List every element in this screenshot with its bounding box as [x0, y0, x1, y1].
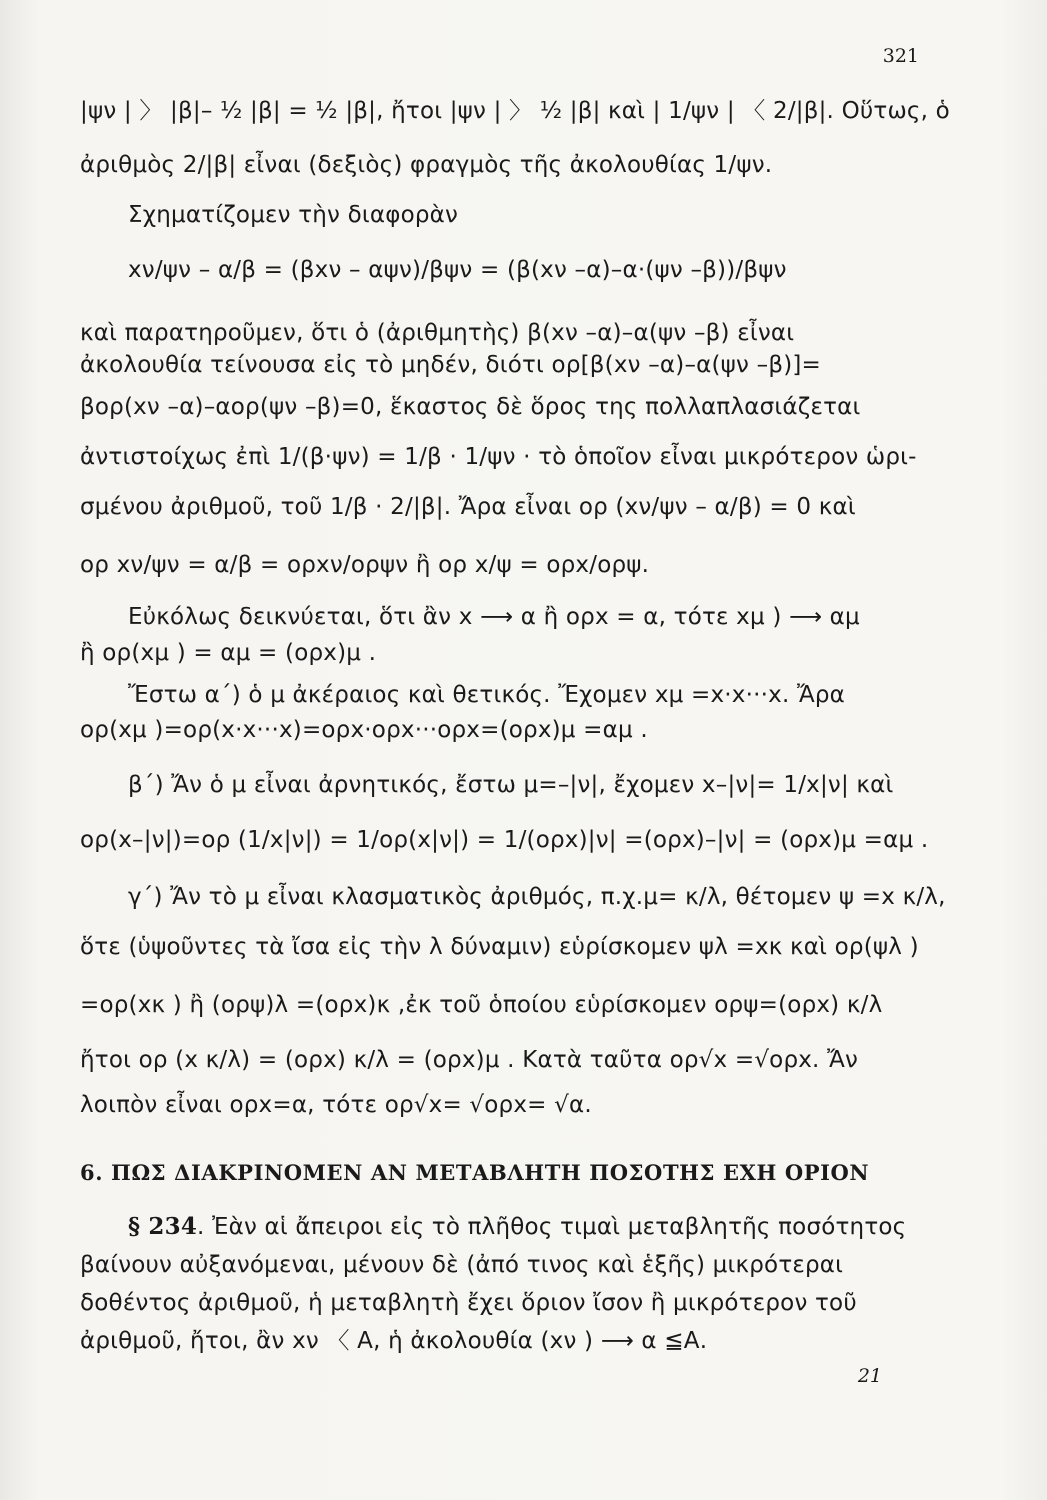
text-line: ορ(xμ )=ορ(x·x···x)=ορx·ορx···ορx=(ορx)μ =αμ . — [80, 717, 648, 743]
text-line: γ΄) Ἄν τὸ μ εἶναι κλασματικὸς ἀριθμός, π.χ.μ= κ/λ, θέτομεν ψ =x κ/λ, — [128, 884, 946, 910]
section-heading: 6. ΠΩΣ ΔΙΑΚΡΙΝΟΜΕΝ ΑΝ ΜΕΤΑΒΛΗΤΗ ΠΟΣΟΤΗΣ ΕΧΗ ΟΡΙΟΝ — [80, 1160, 870, 1185]
text-line: ἀριθμὸς 2/|β| εἶναι (δεξιὸς) φραγμὸς τῆς ἀκολουθίας 1/ψν. — [80, 152, 773, 178]
text-line: βαίνουν αὐξανόμεναι, μένουν δὲ (ἀπό τινος καὶ ἑξῆς) μικρότεραι — [80, 1252, 844, 1278]
text-line: |ψν | 〉 |β|– ½ |β| = ½ |β|, ἤτοι |ψν | 〉 ½ |β| καὶ | 1/ψν | 〈 2/|β|. Οὕτως, ὁ — [80, 98, 950, 124]
text-line: Εὐκόλως δεικνύεται, ὅτι ἂν x ⟶ α ἢ ορx = α, τότε xμ ) ⟶ αμ — [128, 604, 860, 630]
text-line: ἢ ορ(xμ ) = αμ = (ορx)μ . — [80, 640, 377, 666]
formula-line: ορ xν/ψν = α/β = ορxν/ορψν ἢ ορ x/ψ = ορx/ορψ. — [80, 552, 650, 578]
paragraph-text: . Ἐὰν αἱ ἄπειροι εἰς τὸ πλῆθος τιμαὶ μεταβλητῆς ποσότητος — [197, 1214, 907, 1240]
paragraph-number: § 234 — [128, 1213, 198, 1240]
text-line: =ορ(xκ ) ἢ (ορψ)λ =(ορx)κ ,ἐκ τοῦ ὁποίου εὑρίσκομεν ορψ=(ορx) κ/λ — [80, 992, 883, 1018]
text-line: βορ(xν –α)–αορ(ψν –β)=0, ἕκαστος δὲ ὅρος της πολλαπλασιάζεται — [80, 394, 861, 420]
paragraph-first-line — [128, 1212, 968, 1242]
text-line: σμένου ἀριθμοῦ, τοῦ 1/β · 2/|β|. Ἄρα εἶναι ορ (xν/ψν – α/β) = 0 καὶ — [80, 494, 856, 520]
text-line: ἤτοι ορ (x κ/λ) = (ορx) κ/λ = (ορx)μ . Κατὰ ταῦτα ορ√x =√ορx. Ἄν — [80, 1047, 859, 1073]
page-number-bottom: 21 — [857, 1365, 882, 1387]
text-line: ἀκολουθία τείνουσα εἰς τὸ μηδέν, διότι ορ[β(xν –α)–α(ψν –β)]= — [80, 352, 822, 378]
text-line: λοιπὸν εἶναι ορx=α, τότε ορ√x= √ορx= √α. — [80, 1092, 592, 1118]
text-line: ὅτε (ὑψοῦντες τὰ ἴσα εἰς τὴν λ δύναμιν) εὑρίσκομεν ψλ =xκ καὶ ορ(ψλ ) — [80, 934, 919, 960]
formula-line: xν/ψν – α/β = (βxν – αψν)/βψν = (β(xν –α)–α·(ψν –β))/βψν — [128, 257, 787, 283]
text-line: ἀντιστοίχως ἐπὶ 1/(β·ψν) = 1/β · 1/ψν · τὸ ὁποῖον εἶναι μικρότερον ὡρι- — [80, 444, 917, 470]
text-line: β΄) Ἄν ὁ μ εἶναι ἀρνητικός, ἔστω μ=–|ν|, ἔχομεν x–|ν|= 1/x|ν| καὶ — [128, 772, 894, 798]
text-line: Σχηματίζομεν τὴν διαφορὰν — [128, 202, 459, 228]
formula-line: ορ(x–|ν|)=ορ (1/x|ν|) = 1/ορ(x|ν|) = 1/(ορx)|ν| =(ορx)–|ν| = (ορx)μ =αμ . — [80, 827, 929, 853]
page-number-top: 321 — [882, 45, 919, 67]
text-line: Ἔστω α΄) ὁ μ ἀκέραιος καὶ θετικός. Ἔχομεν xμ =x·x···x. Ἄρα — [128, 682, 846, 708]
text-line: ἀριθμοῦ, ἤτοι, ἂν xν 〈 Α, ἡ ἀκολουθία (xν ) ⟶ α ≦Α. — [80, 1328, 708, 1354]
text-line: καὶ παρατηροῦμεν, ὅτι ὁ (ἀριθμητὴς) β(xν –α)–α(ψν –β) εἶναι — [80, 320, 795, 346]
text-line: δοθέντος ἀριθμοῦ, ἡ μεταβλητὴ ἔχει ὅριον ἴσον ἢ μικρότερον τοῦ — [80, 1290, 857, 1316]
